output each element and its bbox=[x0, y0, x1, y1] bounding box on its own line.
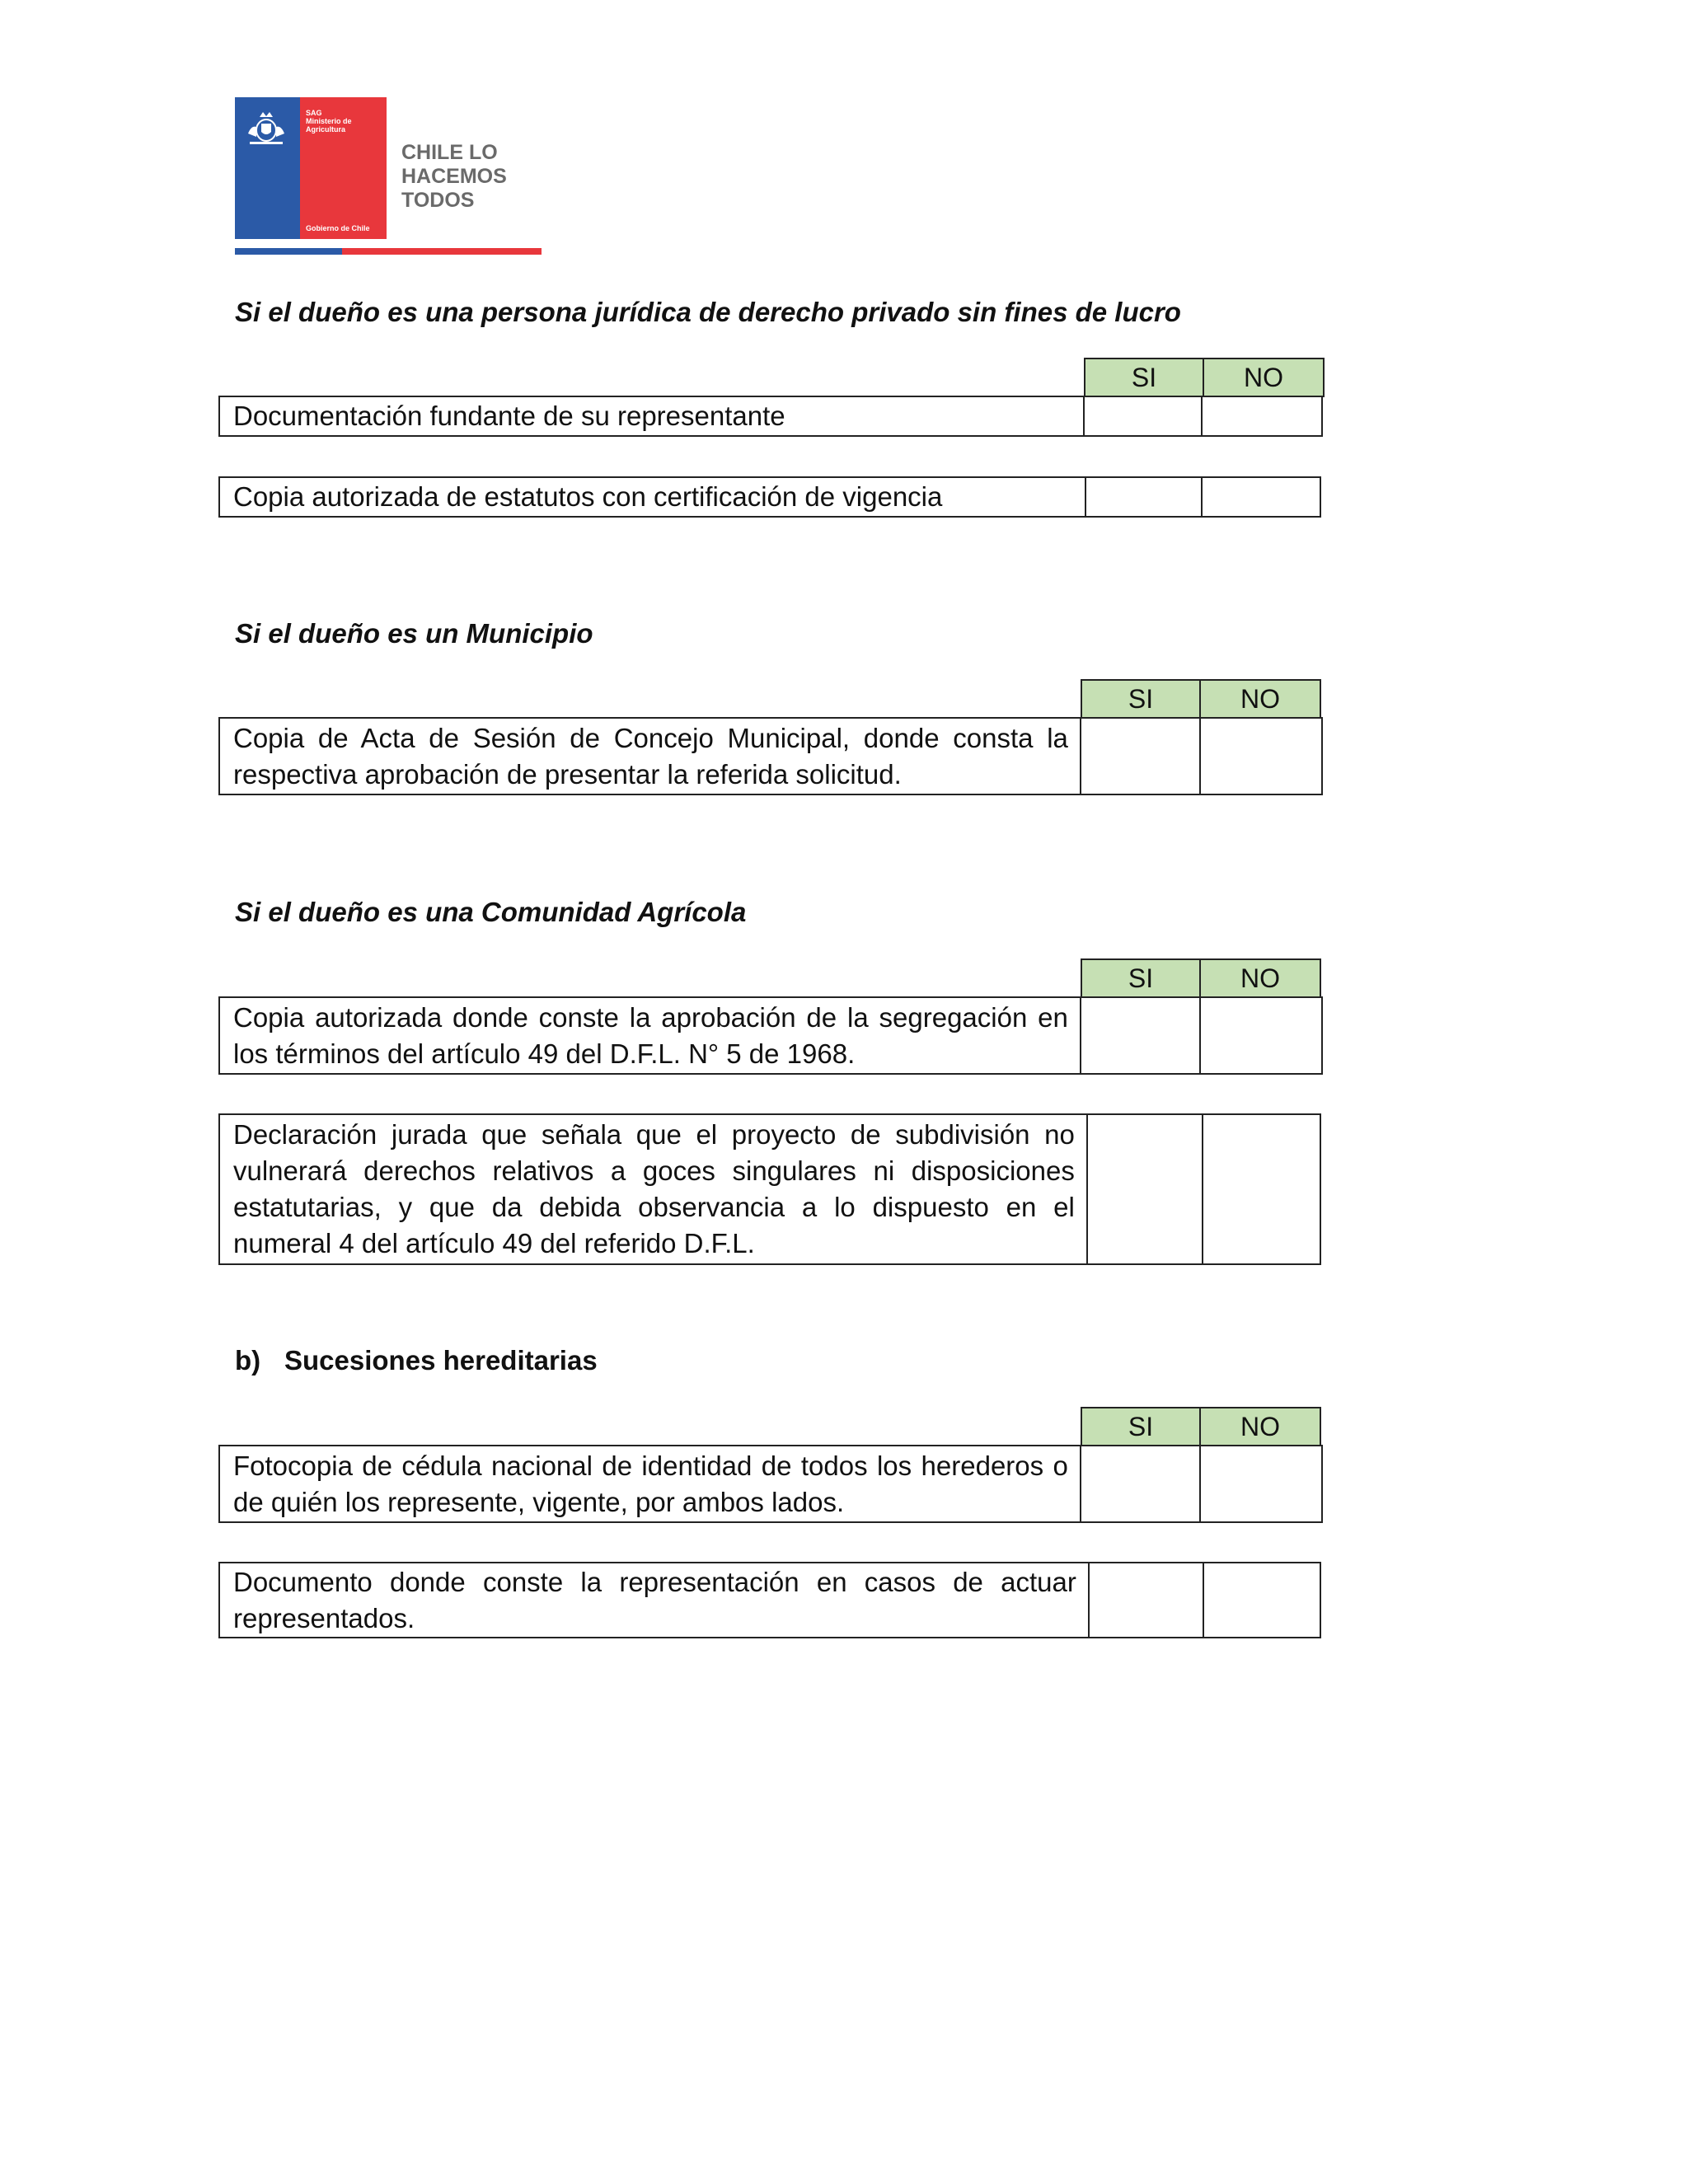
no-checkbox[interactable] bbox=[1204, 1563, 1320, 1637]
section-label: b) bbox=[235, 1345, 261, 1376]
no-checkbox[interactable] bbox=[1203, 1115, 1320, 1263]
logo-tagline-line: TODOS bbox=[401, 189, 475, 212]
logo-tagline-line: HACEMOS bbox=[401, 165, 507, 188]
logo-blue-panel bbox=[235, 97, 300, 239]
checklist-row bbox=[218, 396, 1323, 437]
section-heading: Si el dueño es una Comunidad Agrícola bbox=[235, 897, 747, 927]
coat-of-arms-icon bbox=[241, 109, 291, 147]
no-checkbox[interactable] bbox=[1201, 998, 1321, 1073]
sag-logo bbox=[235, 97, 542, 255]
no-checkbox[interactable] bbox=[1203, 478, 1320, 516]
logo-underline-blue bbox=[235, 248, 342, 255]
section-heading bbox=[235, 1345, 598, 1376]
checklist-row bbox=[218, 1113, 1321, 1265]
logo-agency-line: Ministerio de bbox=[306, 117, 352, 125]
requirement-text: Documentación fundante de su representante bbox=[220, 397, 1085, 435]
checklist-row bbox=[218, 1562, 1321, 1638]
no-column-header: NO bbox=[1201, 1407, 1321, 1446]
no-checkbox[interactable] bbox=[1201, 719, 1321, 794]
yes-column-header: SI bbox=[1084, 358, 1204, 397]
yes-no-header bbox=[1081, 958, 1321, 998]
yes-no-header bbox=[1081, 679, 1321, 719]
yes-no-header bbox=[1084, 358, 1325, 397]
section-heading: Si el dueño es un Municipio bbox=[235, 618, 593, 649]
yes-no-header bbox=[1081, 1407, 1321, 1446]
no-column-header: NO bbox=[1204, 358, 1325, 397]
logo-government-text: Gobierno de Chile bbox=[306, 224, 370, 232]
section-title: Sucesiones hereditarias bbox=[284, 1345, 598, 1376]
yes-checkbox[interactable] bbox=[1086, 478, 1203, 516]
requirement-text: Fotocopia de cédula nacional de identidad de todos los herederos o de quién los represente, vigente, por ambos lados. bbox=[220, 1446, 1081, 1521]
yes-column-header: SI bbox=[1081, 958, 1201, 998]
yes-checkbox[interactable] bbox=[1085, 397, 1203, 435]
no-column-header: NO bbox=[1201, 679, 1321, 719]
logo-agency-text bbox=[306, 109, 384, 134]
logo-tagline bbox=[401, 141, 507, 213]
yes-checkbox[interactable] bbox=[1088, 1115, 1204, 1263]
logo-underline-red bbox=[342, 248, 542, 255]
logo-tagline-line: CHILE LO bbox=[401, 141, 498, 164]
no-checkbox[interactable] bbox=[1201, 1446, 1321, 1521]
checklist-row bbox=[218, 996, 1323, 1075]
yes-column-header: SI bbox=[1081, 679, 1201, 719]
yes-checkbox[interactable] bbox=[1081, 1446, 1202, 1521]
requirement-text: Copia autorizada de estatutos con certificación de vigencia bbox=[220, 478, 1086, 516]
requirement-text: Declaración jurada que señala que el proyecto de subdivisión no vulnerará derechos relativos a goces singulares ni disposiciones estatutarias, y que da debida observancia a lo dispuesto en el numeral 4 del artículo 49 del referido D.F.L. bbox=[220, 1115, 1088, 1263]
yes-checkbox[interactable] bbox=[1090, 1563, 1205, 1637]
checklist-row bbox=[218, 476, 1321, 518]
section-heading: Si el dueño es una persona jurídica de derecho privado sin fines de lucro bbox=[235, 297, 1181, 327]
logo-agency-line: Agricultura bbox=[306, 125, 346, 134]
no-checkbox[interactable] bbox=[1203, 397, 1321, 435]
yes-checkbox[interactable] bbox=[1081, 719, 1202, 794]
requirement-text: Copia autorizada donde conste la aprobación de la segregación en los términos del artículo 49 del D.F.L. N° 5 de 1968. bbox=[220, 998, 1081, 1073]
requirement-text: Documento donde conste la representación en casos de actuar representados. bbox=[220, 1563, 1090, 1637]
checklist-row bbox=[218, 717, 1323, 795]
no-column-header: NO bbox=[1201, 958, 1321, 998]
logo-agency-line: SAG bbox=[306, 109, 322, 117]
requirement-text: Copia de Acta de Sesión de Concejo Municipal, donde consta la respectiva aprobación de presentar la referida solicitud. bbox=[220, 719, 1081, 794]
yes-column-header: SI bbox=[1081, 1407, 1201, 1446]
yes-checkbox[interactable] bbox=[1081, 998, 1202, 1073]
checklist-row bbox=[218, 1445, 1323, 1523]
